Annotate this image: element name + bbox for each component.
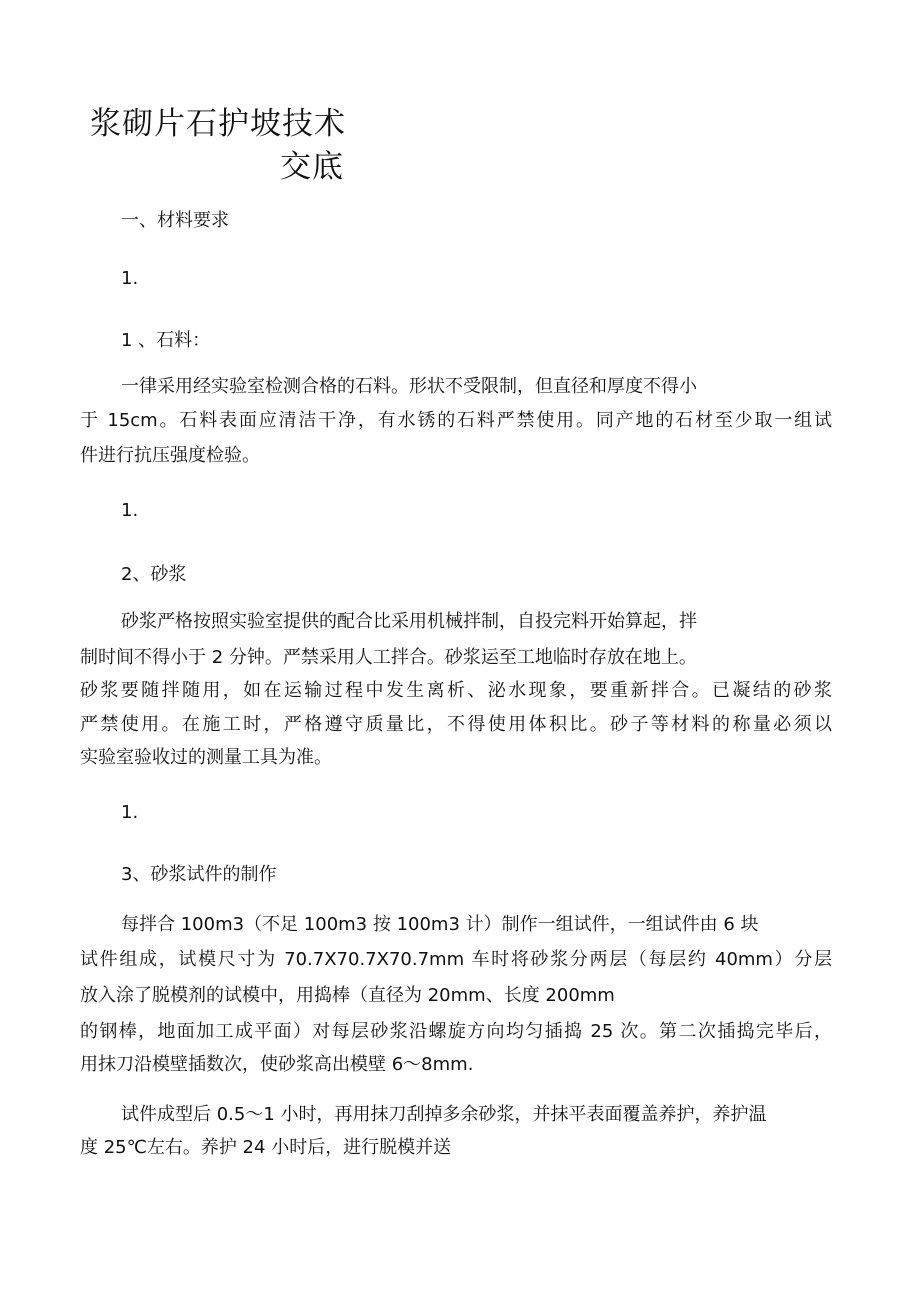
paragraph-line: 实验室验收过的测量工具为准。 xyxy=(80,747,332,768)
document-title-line-2: 交底 xyxy=(280,149,344,185)
item-heading-specimen: 3、砂浆试件的制作 xyxy=(121,864,277,885)
paragraph-line: 件进行抗压强度检验。 xyxy=(80,445,260,466)
paragraph-line: 度 25℃左右。养护 24 小时后，进行脱模并送 xyxy=(80,1137,452,1158)
list-marker: 1. xyxy=(121,802,139,823)
list-marker: 1. xyxy=(121,268,139,289)
paragraph-line: 一律采用经实验室检测合格的石料。形状不受限制，但直径和厚度不得小 xyxy=(121,376,697,397)
section-heading-materials: 一、材料要求 xyxy=(121,210,229,231)
paragraph-line: 砂浆要随拌随用，如在运输过程中发生离析、泌水现象，要重新拌合。已凝结的砂浆 xyxy=(80,680,832,701)
paragraph-line: 放入涂了脱模剂的试模中，用捣棒（直径为 20mm、长度 200mm xyxy=(80,985,615,1006)
paragraph-line: 试件组成，试模尺寸为 70.7X70.7X70.7mm 车时将砂浆分两层（每层约 40mm）分层 xyxy=(80,949,832,970)
paragraph-line: 制时间不得小于 2 分钟。严禁采用人工拌合。砂浆运至工地临时存放在地上。 xyxy=(80,647,697,668)
item-heading-mortar: 2、砂浆 xyxy=(121,564,187,585)
document-title-line-1: 浆砌片石护坡技术 xyxy=(90,106,346,142)
paragraph-line: 用抹刀沿模壁插数次，使砂浆高出模壁 6～8mm. xyxy=(80,1054,474,1075)
item-heading-stone: 1 、石料： xyxy=(121,330,211,351)
paragraph-line: 砂浆严格按照实验室提供的配合比采用机械拌制，自投完料开始算起，拌 xyxy=(121,611,697,632)
paragraph-line: 每拌合 100m3（不足 100m3 按 100m3 计）制作一组试件，一组试件由 6 块 xyxy=(121,914,759,935)
paragraph-line: 的钢棒，地面加工成平面）对每层砂浆沿螺旋方向均匀插捣 25 次。第二次插捣完毕后， xyxy=(80,1021,832,1042)
paragraph-line: 于 15cm。石料表面应清洁干净，有水锈的石料严禁使用。同产地的石材至少取一组试 xyxy=(80,410,832,431)
paragraph-line: 试件成型后 0.5～1 小时，再用抹刀刮掉多余砂浆，并抹平表面覆盖养护，养护温 xyxy=(121,1104,767,1125)
list-marker: 1. xyxy=(121,500,139,521)
paragraph-line: 严禁使用。在施工时，严格遵守质量比，不得使用体积比。砂子等材料的称量必须以 xyxy=(80,714,832,735)
